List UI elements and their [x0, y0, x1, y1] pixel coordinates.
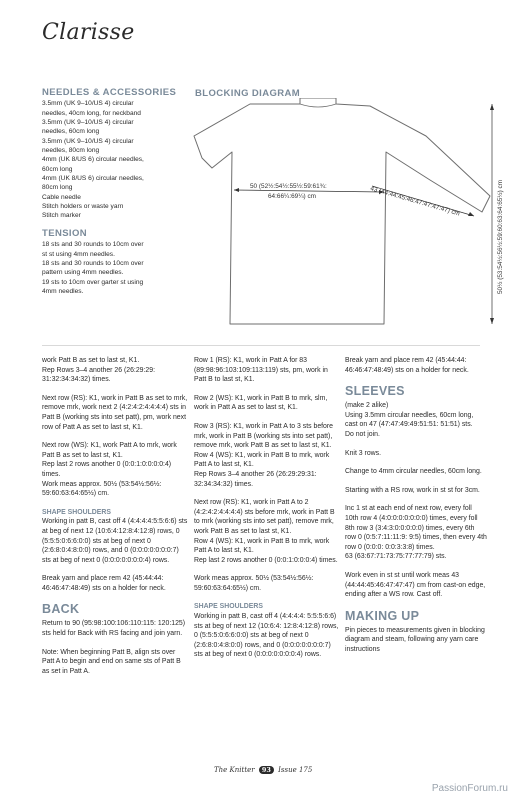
- making-up-heading: MAKING UP: [345, 608, 420, 623]
- text-paragraph: Pin pieces to measurements given in blocking diagram and steam, following any yarn care instructions: [345, 626, 485, 653]
- needles-line: needles, 40cm long, for neckband: [42, 109, 141, 117]
- length-arrow-head-top: [490, 104, 494, 110]
- watermark: PassionForum.ru: [431, 783, 508, 794]
- text-paragraph: Row 1 (RS): K1, work in Patt A for 83 (89:98:96:103:109:113:119) sts, pm, work in Patt B to last st, K1.: [194, 357, 328, 384]
- back-heading: BACK: [42, 602, 80, 617]
- needles-line: Stitch marker: [42, 212, 81, 220]
- text-paragraph: Row 3 (RS): K1, work in Patt A to 3 sts before mrk, work in Patt B (working sts into set patt), remove mrk, work Patt B as set to last st, K1.: [194, 422, 334, 450]
- text-paragraph: Change to 4mm circular needles, 60cm long.: [345, 468, 482, 476]
- column-back: [194, 356, 340, 669]
- needles-line: 60cm long: [42, 165, 73, 173]
- text-paragraph: Break yarn and place rem 42 (45:44:44: 46:46:47:48:49) sts on a holder for neck.: [42, 575, 166, 592]
- text-paragraph: Work meas approx. 50½ (53:54½:56½: 59:60:63:64:65½) cm.: [42, 480, 162, 498]
- needles-line: 3.5mm (UK 9–10/US 4) circular: [42, 137, 134, 145]
- text-paragraph: Do not join.: [345, 430, 380, 438]
- width-label-line2: 64:66¼:69¼) cm: [268, 193, 316, 200]
- text-paragraph: Work meas approx. 50½ (53:54½:56½: 59:60:63:64:65½) cm.: [194, 575, 314, 592]
- length-label: 50½ (53:54½:56½:59:60:63:64:65½) cm: [497, 179, 504, 294]
- column-front: [42, 356, 188, 685]
- length-arrow-head-bottom: [490, 318, 494, 324]
- text-paragraph: Row 2 (WS): K1, work in Patt B to mrk, slm, work in Patt A as set to last st, K1.: [194, 394, 328, 412]
- needles-line: 80cm long: [42, 184, 73, 192]
- text-paragraph: work Patt B as set to last st, K1.: [42, 357, 140, 364]
- text-paragraph: Working in patt B, cast off 4 (4:4:4:4: 5:5:5:6:6) sts at beg of next 12 (10:6:4: 12:8:4:12:8) rows, 0 (5:5:5:0:6:6:0:0) sts at beg of next 0 (2:6:8:0:4:8:0:0) rows, and 0 (0:0:0:0:0:0:0:7) sts at beg of next 0 (0:0:0:0:0:0:0:4) rows.: [194, 613, 339, 659]
- text-paragraph: Rep Rows 3–4 another 26 (26:29:29: 31:32:34:34:32) times.: [42, 366, 156, 384]
- needles-heading: NEEDLES & ACCESSORIES: [42, 87, 177, 98]
- width-arrow-head-left: [234, 188, 239, 192]
- text-paragraph: Next row (RS): K1, work in Patt A to 2 (4:2:4:2:4:4:4:4) sts before mrk, work in Patt B to mrk (working sts into set patt), remove mrk, work Patt B as set to last st, K1.: [194, 499, 335, 535]
- text-paragraph: 63 (63:67:71:73:75:77:77:79) sts.: [345, 553, 447, 561]
- tension-line: 19 sts to 10cm over garter st using: [42, 278, 144, 286]
- text-paragraph: Break yarn and place rem 42 (45:44:44: 46:46:47:48:49) sts on a holder for neck.: [345, 357, 469, 374]
- issue-number: Issue 175: [278, 766, 313, 774]
- needles-line: 4mm (UK 8/US 6) circular needles,: [42, 156, 144, 164]
- text-paragraph: Rep Rows 3–4 another 26 (26:29:29:31: 32:34:34:32) times.: [194, 470, 317, 488]
- magazine-name: The Knitter: [214, 766, 255, 774]
- section-divider: [42, 345, 480, 346]
- text-paragraph: Row 4 (WS): K1, work in Patt B to mrk, work Patt A to last st, K1.: [194, 537, 330, 555]
- tension-line: pattern using 4mm needles.: [42, 269, 124, 277]
- pattern-title: Clarisse: [42, 20, 135, 45]
- text-paragraph: (make 2 alike): [345, 402, 389, 410]
- needles-line: Cable needle: [42, 193, 81, 201]
- text-paragraph: Return to 90 (95:98:100:106:110:115: 120:125) sts held for Back with RS facing and join yarn.: [42, 620, 186, 638]
- needles-section: [42, 88, 192, 296]
- text-paragraph: Row 4 (WS): K1, work in Patt B to mrk, work Patt A to last st, K1.: [194, 451, 330, 469]
- sleeve-label: 43 (44:44:45:46:47:47:47:47) cm: [369, 185, 461, 218]
- text-paragraph: Using 3.5mm circular needles, 60cm long, cast on 47 (47:47:49:49:51:51: 51:51) sts.: [345, 411, 474, 429]
- width-arrow: [234, 190, 384, 192]
- needles-line: 3.5mm (UK 9–10/US 4) circular: [42, 119, 134, 127]
- page-footer: [214, 766, 312, 774]
- text-paragraph: Work even in st st until work meas 43 (44:44:45:46:47:47:47) cm from cast-on edge, ending after a WS row. Cast off.: [345, 571, 486, 599]
- text-paragraph: Starting with a RS row, work in st st for 3cm.: [345, 486, 480, 494]
- shape-shoulders-heading: SHAPE SHOULDERS: [194, 603, 263, 611]
- text-paragraph: Working in patt B, cast off 4 (4:4:4:4:5:5:6:6) sts at beg of next 12 (10:6:4:12:8:4:12:8) rows, 0 (5:5:5:0:6:6:0:0) sts at beg of next 0 (2:6:8:0:4:8:0:0) rows, and 0 (0:0:0:0:0:0:0:7) sts at beg of next 0 (0:0:0:0:0:0:0:4) rows.: [42, 518, 188, 564]
- sleeve-arrow-head: [468, 212, 474, 216]
- column-sleeves: [345, 356, 487, 663]
- text-paragraph: Knit 3 rows.: [345, 449, 381, 457]
- page-number: 93: [259, 766, 274, 774]
- tension-line: 18 sts and 30 rounds to 10cm over: [42, 241, 144, 249]
- tension-line: st st using 4mm needles.: [42, 250, 115, 258]
- tension-line: 18 sts and 30 rounds to 10cm over: [42, 259, 144, 267]
- tension-heading: TENSION: [42, 227, 88, 239]
- text-paragraph: Next row (RS): K1, work in Patt B as set to mrk, remove mrk, work next 2 (4:2:4:2:4:4:4:4) sts in Patt B (working sts into set patt), pm, work next row of Patt A as set to last st, K1.: [42, 394, 188, 431]
- sleeves-heading: SLEEVES: [345, 384, 405, 399]
- text-paragraph: Note: When beginning Patt B, align sts over Patt A to begin and end on same sts of Patt B as set in Patt A.: [42, 648, 181, 675]
- shape-shoulders-heading: SHAPE SHOULDERS: [42, 508, 111, 516]
- needles-line: needles, 80cm long: [42, 147, 100, 155]
- width-label: 50 (52½:54½:55½:59:61¾:: [250, 183, 327, 190]
- blocking-diagram: [190, 98, 508, 343]
- blocking-diagram-heading: BLOCKING DIAGRAM: [195, 88, 301, 99]
- needles-line: 4mm (UK 8/US 6) circular needles,: [42, 175, 144, 183]
- text-paragraph: Inc 1 st at each end of next row, every foll 10th row 4 (4:0:0:0:0:0:0:0) times, every foll 8th row 3 (3:4:3:0:0:0:0:0) times, every 6th row 0 (0:5:7:11:11:9: 9:5) times, then every 4th row 0 (0:0:0: 0:0:3:3:8) times.: [345, 505, 487, 551]
- text-paragraph: Next row (WS): K1, work Patt A to mrk, work Patt B as set to last st, K1.: [42, 442, 177, 459]
- neck-line: [300, 104, 336, 107]
- needles-line: Stitch holders or waste yarn: [42, 203, 124, 211]
- text-paragraph: Rep last 2 rows another 0 (0:0:1:0:0:0:4) times.: [194, 556, 338, 564]
- tension-line: 4mm needles.: [42, 287, 84, 295]
- needles-line: 3.5mm (UK 9–10/US 4) circular: [42, 100, 134, 108]
- text-paragraph: Rep last 2 rows another 0 (0:0:1:0:0:0:0:4) times.: [42, 461, 172, 478]
- needles-line: needles, 60cm long: [42, 128, 100, 136]
